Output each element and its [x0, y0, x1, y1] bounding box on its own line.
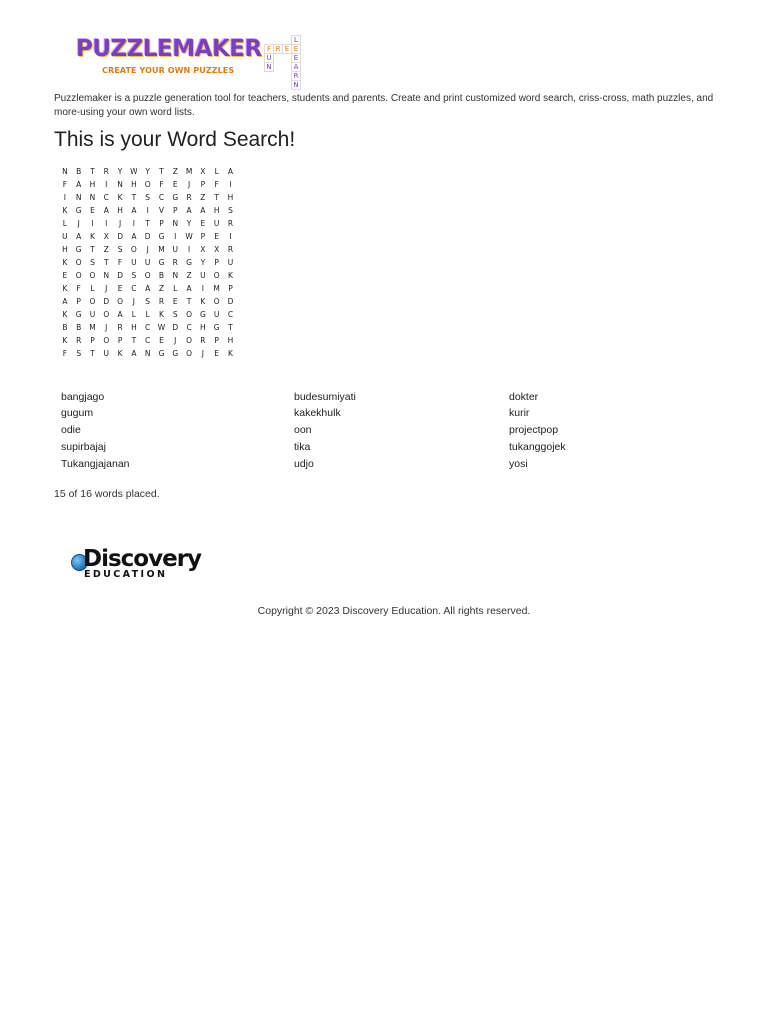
grid-letter: O [130, 245, 137, 254]
grid-letter: Y [186, 219, 192, 228]
grid-letter: B [158, 271, 165, 280]
grid-letter: X [200, 167, 206, 176]
grid-letter: B [62, 323, 68, 332]
grid-letter: P [214, 258, 219, 267]
grid-letter: P [200, 180, 206, 189]
grid-letter: D [144, 232, 151, 241]
grid-letter: X [200, 245, 206, 254]
grid-letter: C [131, 284, 137, 293]
puzzlemaker-logo[interactable] [76, 30, 316, 89]
grid-letter: Z [186, 271, 192, 280]
word-list-item: bangjago [61, 391, 105, 403]
fl-letter: R [273, 44, 283, 54]
grid-letter: T [159, 167, 164, 176]
grid-letter: A [76, 180, 82, 189]
grid-letter: J [105, 284, 108, 293]
grid-letter: H [89, 180, 96, 189]
grid-letter: W [185, 232, 193, 241]
grid-letter: I [63, 193, 66, 202]
grid-letter: R [227, 245, 234, 254]
grid-letter: I [105, 180, 108, 189]
grid-letter: O [103, 336, 110, 345]
grid-letter: I [229, 232, 232, 241]
grid-letter: A [62, 297, 68, 306]
grid-letter: Z [103, 245, 109, 254]
grid-letter: R [200, 336, 206, 345]
word-list-item: kurir [509, 407, 530, 419]
grid-letter: P [90, 336, 95, 345]
grid-letter: J [132, 297, 135, 306]
grid-letter: A [103, 206, 109, 215]
grid-row [58, 308, 237, 321]
grid-letter: F [117, 258, 123, 267]
grid-letter: E [90, 206, 95, 215]
grid-letter: G [75, 310, 82, 319]
grid-letter: R [117, 323, 123, 332]
grid-letter: E [117, 284, 123, 293]
grid-letter: R [172, 258, 178, 267]
grid-letter: G [158, 258, 165, 267]
grid-letter: J [174, 336, 177, 345]
grid-letter: L [62, 219, 67, 228]
word-list-item: dokter [509, 391, 539, 403]
grid-letter: O [144, 180, 151, 189]
grid-letter: H [62, 245, 68, 254]
grid-letter: J [146, 245, 149, 254]
grid-row [58, 321, 237, 334]
grid-letter: K [62, 310, 68, 319]
grid-letter: P [76, 297, 81, 306]
grid-letter: U [227, 258, 234, 267]
grid-letter: Y [145, 167, 150, 176]
grid-letter: G [213, 323, 220, 332]
word-list-item: gugum [61, 407, 94, 419]
grid-letter: J [201, 349, 204, 358]
grid-letter: T [228, 323, 233, 332]
grid-letter: S [76, 349, 82, 358]
grid-letter: P [200, 232, 206, 241]
grid-letter: I [132, 219, 135, 228]
grid-letter: D [172, 323, 179, 332]
grid-letter: I [187, 245, 191, 254]
grid-letter: M [158, 245, 165, 254]
grid-letter: P [214, 336, 219, 345]
grid-letter: H [227, 193, 234, 202]
fl-letter: E [282, 44, 292, 54]
grid-letter: F [76, 284, 81, 293]
grid-letter: A [131, 349, 137, 358]
word-list-item: Tukangjajanan [61, 458, 130, 470]
grid-letter: U [172, 245, 179, 254]
grid-letter: A [131, 232, 137, 241]
grid-letter: J [105, 323, 108, 332]
grid-letter: I [229, 180, 232, 189]
grid-letter: C [186, 323, 192, 332]
grid-letter: T [90, 167, 95, 176]
word-list-item: tukanggojek [509, 441, 566, 453]
fl-letter: N [291, 80, 301, 90]
grid-letter: K [159, 310, 164, 319]
grid-letter: L [90, 284, 95, 293]
grid-letter: O [89, 297, 96, 306]
grid-letter: E [62, 271, 68, 280]
grid-row [58, 282, 237, 295]
grid-letter: I [105, 219, 108, 228]
grid-letter: T [214, 193, 219, 202]
grid-letter: K [117, 193, 123, 202]
grid-letter: W [157, 323, 166, 332]
grid-letter: L [131, 310, 136, 319]
grid-letter: H [227, 336, 234, 345]
grid-letter: H [213, 206, 220, 215]
grid-letter: N [75, 193, 82, 202]
grid-letter: N [62, 167, 68, 176]
grid-row [58, 243, 237, 256]
word-list-item: projectpop [509, 424, 559, 436]
discovery-logo-text: Discovery [83, 546, 202, 572]
grid-letter: R [103, 167, 109, 176]
grid-letter: G [158, 349, 165, 358]
grid-letter: N [172, 219, 179, 228]
grid-letter: T [186, 297, 192, 306]
grid-row [58, 191, 237, 204]
grid-letter: O [117, 297, 124, 306]
words-placed-status: 15 of 16 words placed. [54, 488, 160, 500]
grid-letter: C [145, 323, 151, 332]
grid-letter: A [76, 232, 82, 241]
grid-letter: P [159, 219, 164, 228]
grid-letter: U [62, 232, 68, 241]
grid-letter: R [186, 193, 192, 202]
grid-letter: S [145, 297, 151, 306]
fun-learn-crossword-icon [264, 34, 306, 89]
grid-letter: G [158, 232, 165, 241]
grid-letter: F [62, 349, 68, 358]
grid-letter: F [159, 180, 164, 189]
grid-letter: H [117, 206, 123, 215]
grid-letter: Z [200, 193, 206, 202]
word-list-item: udjo [294, 458, 314, 470]
grid-letter: K [62, 206, 68, 215]
grid-letter: K [117, 349, 123, 358]
grid-letter: B [76, 167, 82, 176]
grid-row [58, 204, 237, 217]
grid-letter: Z [158, 284, 165, 293]
grid-row [58, 269, 237, 282]
fl-letter: N [264, 62, 274, 72]
grid-letter: R [227, 219, 234, 228]
grid-letter: P [228, 284, 233, 293]
grid-letter: U [89, 310, 96, 319]
grid-letter: T [131, 193, 137, 202]
grid-letter: E [214, 232, 220, 241]
fl-letter: E [291, 44, 301, 54]
grid-letter: R [158, 297, 165, 306]
grid-letter: O [75, 271, 82, 280]
grid-letter: J [77, 219, 80, 228]
grid-row [58, 347, 237, 360]
word-list-item: yosi [509, 458, 528, 470]
grid-letter: U [103, 349, 110, 358]
grid-letter: L [145, 310, 150, 319]
grid-letter: P [173, 206, 178, 215]
grid-letter: M [89, 323, 96, 332]
fl-letter: L [291, 35, 301, 45]
grid-letter: D [117, 271, 123, 280]
grid-letter: Z [172, 167, 178, 176]
grid-letter: G [199, 310, 206, 319]
grid-letter: G [172, 349, 179, 358]
grid-letter: O [144, 271, 151, 280]
grid-letter: N [172, 271, 179, 280]
grid-letter: A [186, 206, 192, 215]
grid-letter: N [117, 180, 123, 189]
grid-letter: N [144, 349, 151, 358]
grid-letter: H [131, 323, 137, 332]
grid-letter: K [228, 271, 233, 280]
grid-letter: X [214, 245, 220, 254]
grid-letter: O [213, 271, 220, 280]
discovery-education-logo[interactable] [71, 548, 211, 584]
grid-letter: B [76, 323, 82, 332]
grid-letter: T [103, 258, 109, 267]
grid-letter: K [90, 232, 95, 241]
grid-letter: N [103, 271, 110, 280]
grid-row [58, 256, 237, 269]
grid-letter: T [90, 245, 95, 254]
grid-letter: U [213, 310, 220, 319]
grid-letter: O [186, 336, 193, 345]
grid-letter: O [103, 310, 110, 319]
fl-letter: U [264, 53, 274, 63]
grid-letter: I [91, 219, 94, 228]
grid-letter: U [144, 258, 151, 267]
grid-letter: G [75, 206, 82, 215]
grid-row [58, 230, 237, 243]
grid-row [58, 217, 237, 230]
grid-letter: K [62, 336, 68, 345]
grid-letter: A [117, 310, 123, 319]
fl-letter: R [291, 71, 301, 81]
grid-letter: W [130, 167, 138, 176]
grid-letter: E [214, 349, 220, 358]
word-list-item: tika [294, 441, 311, 453]
grid-row [58, 165, 237, 178]
grid-letter: E [172, 180, 178, 189]
grid-letter: G [75, 245, 82, 254]
grid-letter: Y [200, 258, 206, 267]
grid-letter: Y [117, 167, 123, 176]
grid-letter: O [75, 258, 82, 267]
grid-letter: P [117, 336, 123, 345]
fl-letter: E [291, 53, 301, 63]
grid-letter: K [62, 258, 68, 267]
grid-letter: L [173, 284, 178, 293]
grid-letter: J [118, 219, 122, 228]
grid-letter: D [117, 232, 123, 241]
fl-letter: F [264, 44, 274, 54]
word-list-item: supirbajaj [61, 441, 106, 453]
grid-letter: E [200, 219, 206, 228]
grid-letter: X [103, 232, 109, 241]
grid-letter: N [89, 193, 96, 202]
grid-letter: M [213, 284, 220, 293]
grid-letter: G [172, 193, 179, 202]
grid-letter: H [131, 180, 137, 189]
grid-letter: F [214, 180, 219, 189]
intro-text: Puzzlemaker is a puzzle generation tool for teachers, students and parents. Create and print customized word search, criss-cross, math puzzles, and more-using your own word lists. [54, 93, 714, 118]
grid-letter: T [145, 219, 150, 228]
grid-letter: J [187, 180, 191, 189]
grid-letter: I [146, 206, 149, 215]
fl-letter: A [291, 62, 301, 72]
grid-letter: O [89, 271, 96, 280]
grid-letter: I [201, 284, 204, 293]
grid-row [58, 334, 237, 347]
grid-letter: K [228, 349, 233, 358]
grid-letter: O [213, 297, 220, 306]
grid-letter: A [200, 206, 206, 215]
grid-letter: E [159, 336, 164, 345]
grid-letter: S [117, 245, 123, 254]
word-list-item: oon [294, 424, 312, 436]
grid-letter: A [186, 284, 192, 293]
grid-letter: V [158, 206, 165, 215]
grid-letter: O [186, 349, 193, 358]
grid-letter: U [213, 219, 220, 228]
word-list [61, 389, 701, 473]
puzzlemaker-logo-text: PUZZLEMAKER [76, 36, 262, 62]
grid-letter: D [103, 297, 110, 306]
grid-letter: S [228, 206, 233, 215]
grid-letter: U [200, 271, 206, 280]
grid-letter: L [214, 167, 219, 176]
grid-letter: S [131, 271, 137, 280]
grid-letter: H [200, 323, 206, 332]
grid-letter: K [62, 284, 68, 293]
word-list-item: budesumiyati [294, 391, 356, 403]
grid-letter: T [90, 349, 95, 358]
grid-letter: G [186, 258, 192, 267]
grid-letter: S [90, 258, 95, 267]
grid-letter: A [145, 284, 151, 293]
grid-letter: C [158, 193, 165, 202]
grid-letter: U [131, 258, 137, 267]
grid-letter: S [172, 310, 178, 319]
grid-letter: M [185, 167, 193, 176]
grid-letter: O [186, 310, 193, 319]
grid-letter: T [131, 336, 137, 345]
grid-letter: D [227, 297, 234, 306]
word-list-item: kakekhulk [294, 407, 341, 419]
page-title: This is your Word Search! [54, 128, 296, 151]
grid-letter: A [131, 206, 137, 215]
grid-letter: F [62, 180, 68, 189]
education-logo-text: EDUCATION [84, 569, 168, 580]
word-search-grid [58, 165, 237, 360]
grid-letter: R [76, 336, 82, 345]
grid-row [58, 178, 237, 191]
word-list-item: odie [61, 424, 81, 436]
logo-tagline: CREATE YOUR OWN PUZZLES [102, 66, 235, 75]
grid-letter: K [200, 297, 206, 306]
grid-letter: E [172, 297, 178, 306]
grid-letter: C [145, 336, 151, 345]
grid-letter: C [227, 310, 234, 319]
grid-row [58, 295, 237, 308]
grid-letter: S [145, 193, 151, 202]
grid-letter: A [227, 167, 234, 176]
grid-letter: I [174, 232, 177, 241]
copyright-text: Copyright © 2023 Discovery Education. All rights reserved. [257, 605, 531, 617]
grid-letter: C [103, 193, 109, 202]
